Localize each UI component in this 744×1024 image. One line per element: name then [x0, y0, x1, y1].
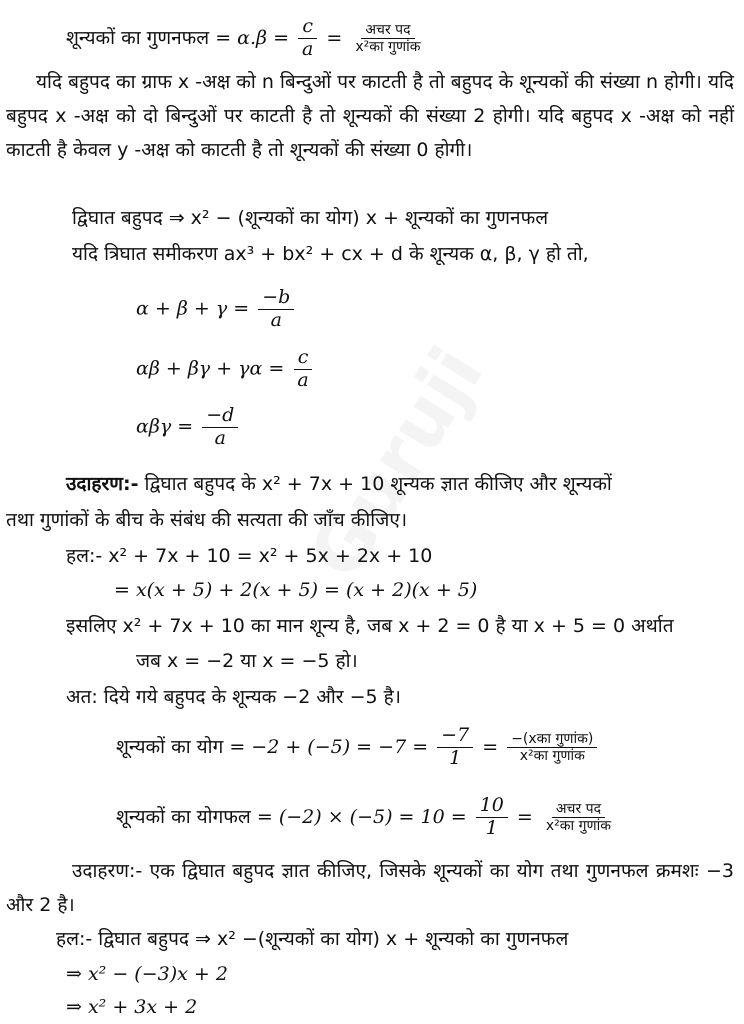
product-of-zeros-example-line: [116, 795, 618, 840]
example2-solution-line3: ⇒ x² + 3x + 2: [66, 996, 198, 1018]
sum-fraction-1: [437, 725, 473, 770]
cubic-pair-relation: [136, 347, 316, 392]
example2-statement: उदाहरण:- एक द्विघात बहुपद ज्ञात कीजिए, जिसके शून्यकों का योग तथा गुणनफल क्रमशः −3 और 2 है।: [6, 860, 734, 916]
frac-denominator: a: [302, 37, 314, 60]
graph-zeros-paragraph: यदि बहुपद का ग्राफ x -अक्ष को n बिन्दुओं पर काटती है तो बहुपद के शून्यकों की संख्या n होगी। यदि बहुपद x -अक्ष को दो बिन्दुओं पर काटती है तो शून्यकों की संख्या 2 होगी। यदि बहुपद x -अक्ष को नहीं काटती है केवल y -अक्ष को काटती है तो शून्यकों की संख्या 0 होगी।: [6, 71, 734, 161]
example1-solution-line3: इसलिए x² + 7x + 10 का मान शून्य है, जब x + 2 = 0 है या x + 5 = 0 अर्थात: [66, 615, 674, 637]
product-expr: = (−2) × (−5) = 10 =: [256, 805, 467, 828]
product-expr: = α.β =: [215, 26, 289, 49]
equals-sign: =: [482, 735, 499, 758]
example1-statement-cont: तथा गुणांकों के बीच के संबंध की सत्यता की जाँच कीजिए।: [6, 509, 408, 531]
product-label: शून्यकों का गुणनफल: [66, 26, 210, 49]
frac-numerator: अचर पद: [361, 22, 414, 39]
sum-fraction-2: [507, 731, 597, 764]
example1-solution-line2: = x(x + 5) + 2(x + 5) = (x + 2)(x + 5): [114, 579, 478, 601]
frac-denominator: a: [214, 426, 226, 449]
frac-numerator: 10: [476, 795, 508, 818]
example1-text: द्विघात बहुपद के x² + 7x + 10 शून्यक ज्ञात कीजिए और शून्यकों: [138, 473, 612, 495]
example2-solution-line1: हल:- द्विघात बहुपद ⇒ x² −(शून्यकों का योग) x + शून्यको का गुणनफल: [56, 928, 569, 950]
frac-denominator: x²का गुणांक: [355, 38, 421, 55]
fraction-c-over-a: [298, 16, 317, 61]
equals-sign: =: [326, 26, 343, 49]
product-fraction-1: [476, 795, 508, 840]
example1-solution-line1: हल:- x² + 7x + 10 = x² + 5x + 2x + 10: [66, 545, 433, 567]
sum-label: शून्यकों का योग: [116, 735, 224, 758]
quadratic-form-line: द्विघात बहुपद ⇒ x² − (शून्यकों का योग) x + शून्यकों का गुणनफल: [72, 207, 549, 229]
frac-numerator: −(xका गुणांक): [507, 731, 597, 748]
cubic-product-relation: [136, 405, 241, 450]
relation-fraction: [293, 347, 312, 392]
sum-expr: = −2 + (−5) = −7 =: [229, 735, 429, 758]
relation-lhs: αβγ =: [136, 415, 194, 438]
frac-numerator: c: [294, 347, 313, 370]
product-label: शून्यकों का योगफल: [116, 805, 251, 828]
relation-lhs: α + β + γ =: [136, 297, 250, 320]
example1-solution-line5: अत: दिये गये बहुपद के शून्यक −2 और −5 है।: [66, 686, 401, 708]
frac-numerator: −7: [437, 725, 473, 748]
relation-fraction: [258, 287, 294, 332]
sum-of-zeros-line: [116, 725, 600, 770]
frac-denominator: a: [297, 368, 309, 391]
frac-denominator: 1: [485, 816, 498, 839]
product-fraction-2: [542, 801, 615, 834]
product-of-zeros-line: [66, 16, 428, 61]
frac-numerator: −d: [202, 405, 238, 428]
equals-sign: =: [516, 805, 533, 828]
fraction-constant-over-coeff: [351, 22, 424, 55]
example1-solution-line4: जब x = −2 या x = −5 हो।: [136, 650, 358, 672]
frac-denominator: a: [270, 308, 282, 331]
relation-fraction: [202, 405, 238, 450]
cubic-sum-relation: [136, 287, 297, 332]
frac-denominator: x²का गुणांक: [519, 747, 585, 764]
example2-solution-line2: ⇒ x² − (−3)x + 2: [66, 963, 228, 985]
example1-statement: [66, 473, 612, 497]
cubic-intro-line: यदि त्रिघात समीकरण ax³ + bx² + cx + d के शून्यक α, β, γ हो तो,: [72, 243, 589, 265]
frac-numerator: अचर पद: [552, 801, 605, 818]
frac-numerator: c: [298, 16, 317, 39]
frac-numerator: −b: [258, 287, 294, 310]
relation-lhs: αβ + βγ + γα =: [136, 357, 285, 380]
example-label: उदाहरण:-: [66, 473, 139, 495]
frac-denominator: 1: [449, 746, 462, 769]
frac-denominator: x²का गुणांक: [545, 817, 611, 834]
